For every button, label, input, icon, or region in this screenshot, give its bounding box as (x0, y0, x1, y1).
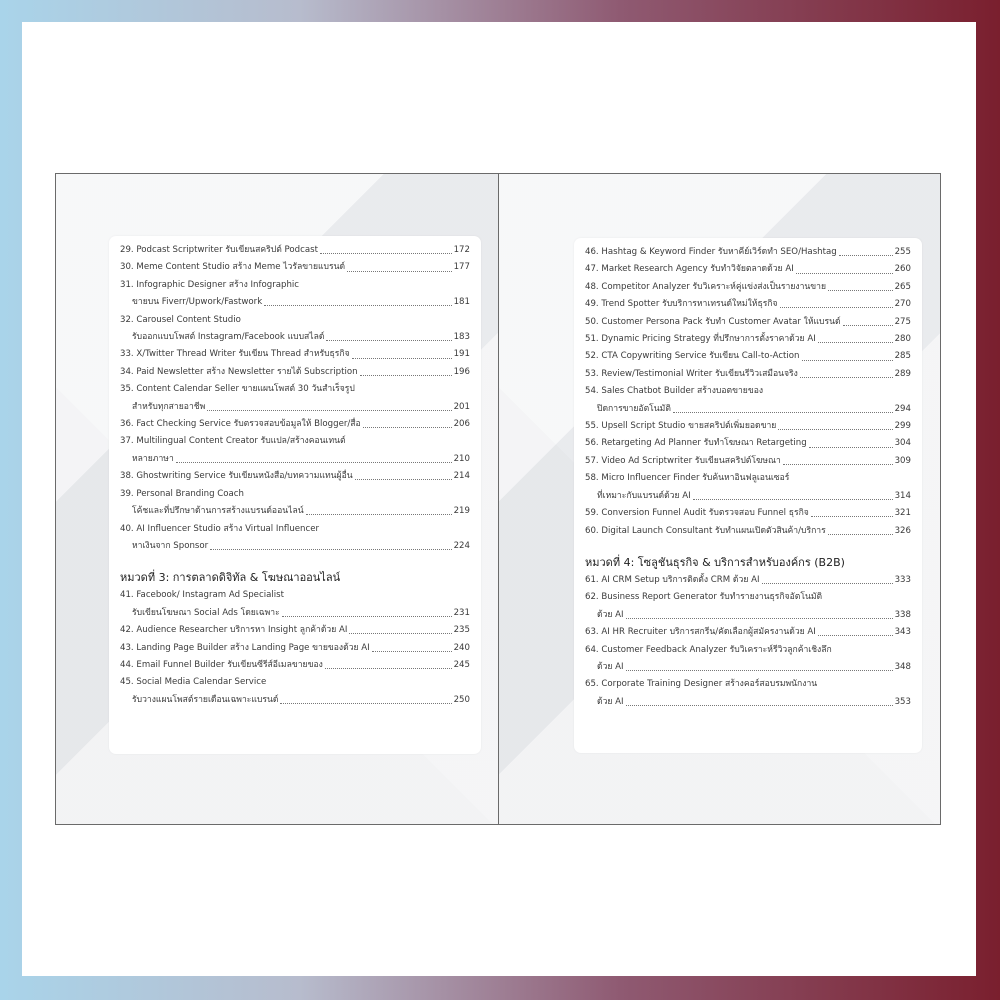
page-number: 265 (894, 281, 911, 292)
toc-list-right (585, 244, 911, 540)
toc-entry-subtitle: ด้วย AI (597, 609, 624, 620)
toc-entry-title: 63. AI HR Recruiter บริการสกรีน/คัดเลือกผู้สมัครงานด้วย AI (585, 627, 816, 638)
toc-entry-title: 60. Digital Launch Consultant รับทำแผนเปิดตัวสินค้า/บริการ (585, 525, 826, 536)
toc-entry-line (120, 399, 470, 416)
toc-entry-title: 65. Corporate Training Designer สร้างคอร์สอบรมพนักงาน (585, 679, 818, 690)
toc-entry-title: 64. Customer Feedback Analyzer รับวิเคราะห์รีวิวลูกค้าเชิงลึก (585, 644, 832, 655)
page-number: 214 (453, 471, 470, 482)
toc-entry-title: 45. Social Media Calendar Service (120, 677, 267, 688)
toc-entry-title: 48. Competitor Analyzer รับวิเคราะห์คู่แข่งส่งเป็นรายงานขาย (585, 281, 827, 292)
toc-entry-title: 59. Conversion Funnel Audit รับตรวจสอบ Funnel ธุรกิจ (585, 508, 809, 519)
toc-entry-title: 32. Carousel Content Studio (120, 314, 241, 325)
page-number: 309 (894, 455, 911, 466)
toc-entry (585, 383, 911, 418)
page-number: 294 (894, 403, 911, 414)
toc-entry (120, 640, 470, 657)
toc-entry-line (120, 329, 470, 346)
toc-entry (120, 622, 470, 639)
toc-entry-title: 31. Infographic Designer สร้าง Infographic (120, 279, 300, 290)
dot-leader (282, 616, 452, 617)
toc-entry (585, 261, 911, 278)
toc-entry (585, 624, 911, 641)
toc-entry-title: 36. Fact Checking Service รับตรวจสอบข้อมูลให้ Blogger/สื่อ (120, 419, 361, 430)
page-number: 270 (894, 299, 911, 310)
dot-leader (783, 464, 893, 465)
page-number: 191 (453, 349, 470, 360)
toc-entry (120, 521, 470, 556)
toc-entry-line (120, 416, 470, 433)
toc-entry-title: 38. Ghostwriting Service รับเขียนหนังสือ/บทความแทนผู้อื่น (120, 471, 353, 482)
dot-leader (306, 514, 452, 515)
book-spread (55, 173, 941, 825)
toc-list-left (120, 242, 470, 555)
dot-leader (347, 271, 452, 272)
toc-entry-line (120, 468, 470, 485)
toc-entry (120, 277, 470, 312)
page-number: 235 (453, 625, 470, 636)
dot-leader (264, 305, 451, 306)
toc-entry-line (585, 488, 911, 505)
toc-entry-title: 61. AI CRM Setup บริการติดตั้ง CRM ด้วย AI (585, 574, 760, 585)
toc-entry-line (585, 435, 911, 452)
toc-entry (585, 505, 911, 522)
toc-entry-line (120, 622, 470, 639)
dot-leader (693, 499, 893, 500)
page-number: 348 (894, 661, 911, 672)
page-number: 206 (453, 419, 470, 430)
page-number: 304 (894, 438, 911, 449)
toc-entry-line (585, 261, 911, 278)
dot-leader (352, 358, 452, 359)
toc-entry-line (120, 259, 470, 276)
page-number: 285 (894, 351, 911, 362)
toc-card-left (109, 236, 481, 754)
toc-entry-title: 42. Audience Researcher บริการหา Insight ลูกค้าด้วย AI (120, 625, 348, 636)
dot-leader (320, 253, 452, 254)
toc-entry-line (585, 244, 911, 261)
dot-leader (210, 549, 451, 550)
dot-leader (828, 534, 893, 535)
toc-entry-line (585, 418, 911, 435)
dot-leader (780, 307, 893, 308)
page-number: 177 (453, 262, 470, 273)
dot-leader (818, 342, 893, 343)
toc-entry-title: 53. Review/Testimonial Writer รับเขียนรีวิวเสมือนจริง (585, 368, 798, 379)
toc-entry (585, 676, 911, 711)
page-number: 289 (894, 368, 911, 379)
toc-entry (120, 587, 470, 622)
toc-entry-subtitle: รับวางแผนโพสต์รายเดือนเฉพาะแบรนด์ (132, 694, 279, 705)
page-number: 231 (453, 607, 470, 618)
toc-entry-line (585, 523, 911, 540)
page-number: 343 (894, 627, 911, 638)
toc-entry (120, 381, 470, 416)
toc-entry (120, 346, 470, 363)
page-number: 314 (894, 490, 911, 501)
page-number: 181 (453, 297, 470, 308)
toc-entry (120, 259, 470, 276)
toc-entry-line (585, 624, 911, 641)
dot-leader (326, 340, 451, 341)
toc-entry-title: 58. Micro Influencer Finder รับค้นหาอินฟลูเอนเซอร์ (585, 473, 790, 484)
page-number: 275 (894, 316, 911, 327)
toc-entry (585, 435, 911, 452)
dot-leader (800, 377, 893, 378)
toc-entry-line (585, 453, 911, 470)
page-number: 224 (453, 540, 470, 551)
dot-leader (809, 447, 893, 448)
toc-entry-subtitle: รับออกแบบโพสต์ Instagram/Facebook แบบสไลด์ (132, 332, 325, 343)
page-number: 299 (894, 421, 911, 432)
toc-entry (120, 486, 470, 521)
dot-leader (207, 410, 451, 411)
page-number: 321 (894, 508, 911, 519)
toc-entry-line (120, 503, 470, 520)
dot-leader (176, 462, 452, 463)
dot-leader (626, 618, 893, 619)
toc-entry-title: 51. Dynamic Pricing Strategy ที่ปรึกษาการตั้งราคาด้วย AI (585, 334, 816, 345)
toc-entry-line (120, 692, 470, 709)
toc-entry-title: 30. Meme Content Studio สร้าง Meme ไวรัลขายแบรนด์ (120, 262, 346, 273)
section-heading-3: หมวดที่ 3: การตลาดดิจิทัล & โฆษณาออนไลน์ (120, 571, 341, 585)
page-number: 353 (894, 696, 911, 707)
toc-entry (585, 244, 911, 261)
toc-entry-line (120, 538, 470, 555)
toc-entry-title: 55. Upsell Script Studio ขายสคริปต์เพิ่มยอดขาย (585, 421, 777, 432)
dot-leader (626, 670, 893, 671)
toc-entry-subtitle: ขายบน Fiverr/Upwork/Fastwork (132, 297, 263, 308)
dot-leader (811, 516, 893, 517)
toc-entry (585, 314, 911, 331)
toc-entry-line (120, 346, 470, 363)
dot-leader (762, 583, 893, 584)
page-number: 326 (894, 525, 911, 536)
toc-entry-line (585, 279, 911, 296)
page-number: 260 (894, 264, 911, 275)
toc-entry (120, 657, 470, 674)
dot-leader (349, 633, 451, 634)
toc-entry-line (120, 364, 470, 381)
toc-entry-title: 50. Customer Persona Pack รับทำ Customer Avatar ให้แบรนด์ (585, 316, 841, 327)
section-heading-4: หมวดที่ 4: โซลูชันธุรกิจ & บริการสำหรับองค์กร (B2B) (585, 555, 845, 569)
page-number: 196 (453, 366, 470, 377)
dot-leader (802, 360, 893, 361)
toc-entry (585, 331, 911, 348)
right-page (499, 174, 940, 824)
dot-leader (626, 705, 893, 706)
toc-entry-title: 56. Retargeting Ad Planner รับทำโฆษณา Retargeting (585, 438, 807, 449)
page-number: 338 (894, 609, 911, 620)
dot-leader (818, 635, 893, 636)
dot-leader (839, 255, 893, 256)
toc-entry-title: 29. Podcast Scriptwriter รับเขียนสคริปต์ Podcast (120, 245, 318, 255)
toc-entry-title: 54. Sales Chatbot Builder สร้างบอตขายของ (585, 386, 764, 397)
toc-entry-line (120, 605, 470, 622)
page-number: 280 (894, 334, 911, 345)
page-number: 210 (453, 453, 470, 464)
dot-leader (280, 703, 451, 704)
dot-leader (325, 668, 452, 669)
toc-entry (120, 364, 470, 381)
toc-entry-line (120, 451, 470, 468)
toc-entry (120, 312, 470, 347)
toc-entry-line (585, 572, 911, 589)
toc-entry-subtitle: โค้ชและที่ปรึกษาด้านการสร้างแบรนด์ออนไลน์ (132, 506, 304, 517)
dot-leader (372, 651, 452, 652)
toc-entry-title: 52. CTA Copywriting Service รับเขียน Call-to-Action (585, 351, 800, 362)
toc-list-right-2 (585, 572, 911, 711)
toc-entry-subtitle: สำหรับทุกสายอาชีพ (132, 401, 206, 412)
toc-entry (585, 348, 911, 365)
page-number: 245 (453, 659, 470, 670)
toc-entry-line (120, 657, 470, 674)
toc-entry-line (585, 331, 911, 348)
toc-entry (585, 572, 911, 589)
toc-entry (120, 468, 470, 485)
toc-entry (120, 433, 470, 468)
page-number: 255 (894, 247, 911, 257)
toc-entry-title: 35. Content Calendar Seller ขายแผนโพสต์ 30 วันสำเร็จรูป (120, 384, 355, 395)
page-number: 250 (453, 694, 470, 705)
toc-list-left-2 (120, 587, 470, 709)
page-number: 183 (453, 332, 470, 343)
page-number: 201 (453, 401, 470, 412)
toc-entry-line (585, 366, 911, 383)
page-number: 240 (453, 642, 470, 653)
toc-entry-subtitle: รับเขียนโฆษณา Social Ads โดยเฉพาะ (132, 607, 280, 618)
toc-entry-title: 40. AI Influencer Studio สร้าง Virtual Influencer (120, 523, 320, 534)
toc-entry-line (585, 607, 911, 624)
toc-entry (120, 242, 470, 259)
toc-entry-title: 47. Market Research Agency รับทำวิจัยตลาดด้วย AI (585, 264, 794, 275)
toc-entry-title: 41. Facebook/ Instagram Ad Specialist (120, 590, 284, 601)
dot-leader (778, 429, 892, 430)
toc-entry (585, 418, 911, 435)
toc-card-right (574, 238, 922, 753)
dot-leader (673, 412, 893, 413)
toc-entry-title: 34. Paid Newsletter สร้าง Newsletter รายได้ Subscription (120, 366, 358, 377)
toc-entry-subtitle: ปิดการขายอัตโนมัติ (597, 403, 671, 414)
toc-entry-line (120, 242, 470, 259)
toc-entry-line (585, 505, 911, 522)
toc-entry-title: 37. Multilingual Content Creator รับแปล/สร้างคอนเทนต์ (120, 436, 346, 447)
toc-entry-line (585, 659, 911, 676)
toc-entry-subtitle: หาเงินจาก Sponsor (132, 540, 209, 551)
toc-entry-title: 39. Personal Branding Coach (120, 488, 244, 499)
toc-entry-line (585, 296, 911, 313)
toc-entry (585, 279, 911, 296)
toc-entry-line (120, 640, 470, 657)
toc-entry-title: 33. X/Twitter Thread Writer รับเขียน Thread สำหรับธุรกิจ (120, 349, 350, 360)
toc-entry (585, 470, 911, 505)
page-number: 219 (453, 506, 470, 517)
toc-entry-line (585, 694, 911, 711)
toc-entry-title: 62. Business Report Generator รับทำรายงานธุรกิจอัตโนมัติ (585, 592, 823, 603)
dot-leader (828, 290, 893, 291)
toc-entry (585, 296, 911, 313)
toc-entry-subtitle: ด้วย AI (597, 661, 624, 672)
toc-entry-title: 43. Landing Page Builder สร้าง Landing Page ขายของด้วย AI (120, 642, 370, 653)
toc-entry-title: 46. Hashtag & Keyword Finder รับหาคีย์เวิร์ดทำ SEO/Hashtag (585, 247, 837, 257)
toc-entry (585, 589, 911, 624)
dot-leader (363, 427, 452, 428)
dot-leader (360, 375, 452, 376)
toc-entry (120, 674, 470, 709)
toc-entry (585, 453, 911, 470)
toc-entry (585, 523, 911, 540)
toc-entry-title: 57. Video Ad Scriptwriter รับเขียนสคริปต์โฆษณา (585, 455, 781, 466)
toc-entry (120, 416, 470, 433)
left-page (56, 174, 499, 824)
toc-entry-title: 49. Trend Spotter รับบริการหาเทรนด์ใหม่ให้ธุรกิจ (585, 299, 778, 310)
toc-entry-title: 44. Email Funnel Builder รับเขียนซีรีส์อีเมลขายของ (120, 659, 323, 670)
toc-entry-line (120, 294, 470, 311)
dot-leader (843, 325, 893, 326)
page-number: 172 (453, 245, 470, 255)
toc-entry-line (585, 314, 911, 331)
toc-entry-subtitle: ที่เหมาะกับแบรนด์ด้วย AI (597, 490, 691, 501)
toc-entry-subtitle: ด้วย AI (597, 696, 624, 707)
toc-entry-line (585, 348, 911, 365)
toc-entry (585, 366, 911, 383)
dot-leader (796, 273, 893, 274)
dot-leader (355, 479, 452, 480)
toc-entry-line (585, 401, 911, 418)
toc-entry (585, 642, 911, 677)
toc-entry-subtitle: หลายภาษา (132, 453, 174, 464)
page-number: 333 (894, 574, 911, 585)
